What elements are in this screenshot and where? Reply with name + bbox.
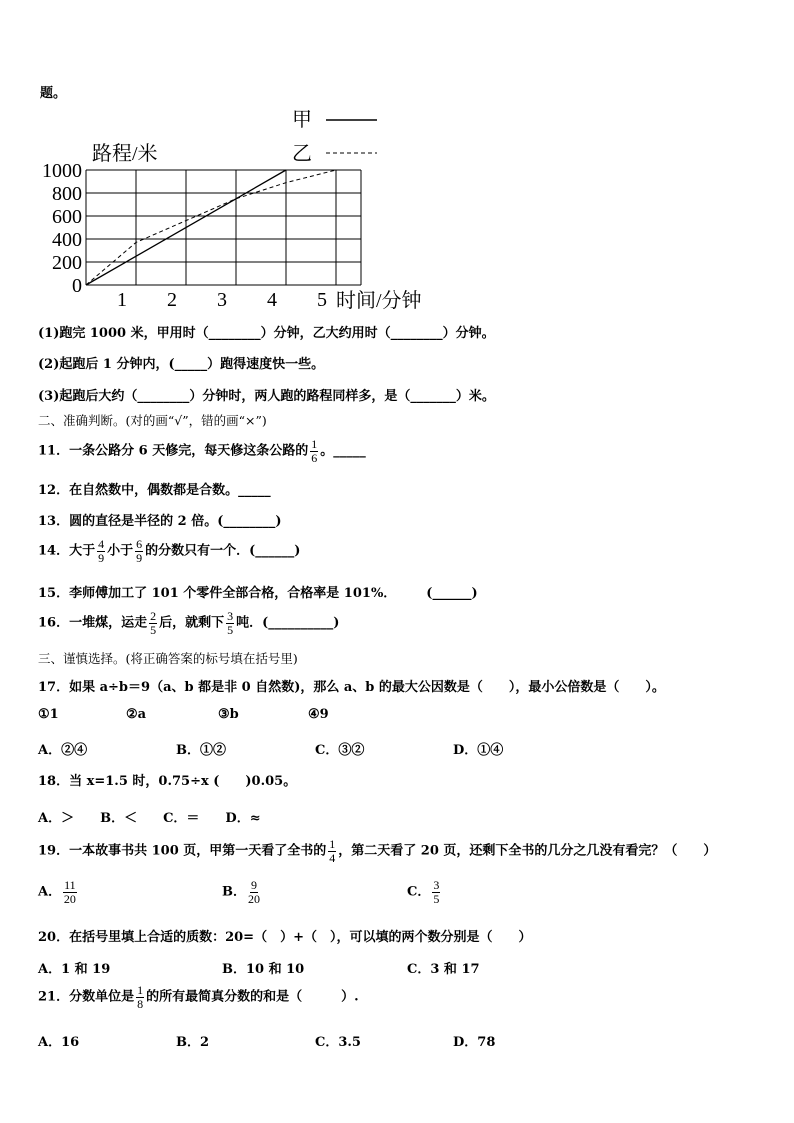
y-tick-label: 400 — [52, 229, 82, 251]
q20-option-c: C．3 和 17 — [407, 962, 480, 977]
q18-options: A．＞ B．＜ C．＝ D．≈ — [38, 811, 261, 826]
question-16: 16．一堆煤，运走 $\frac{2}{5}$ 后，就剩下 $\frac{3}{5}$ 吨．(__________) — [38, 609, 340, 637]
y-axis-title: 路程/米 — [92, 143, 158, 165]
q17-option-d: D．①④ — [453, 743, 504, 758]
series-yi-line — [86, 170, 336, 285]
question-18: 18．当 x=1.5 时，0.75÷x ( )0.05。 — [38, 774, 297, 789]
q17-item-1: ①1 — [38, 707, 59, 722]
question-17: 17．如果 a÷b＝9（a、b 都是非 0 自然数)，那么 a、b 的最大公因数是（ ），最小公倍数是（ ）。 — [38, 680, 665, 695]
chart-ticks — [42, 160, 327, 311]
q17-item-2: ②a — [126, 707, 147, 722]
legend-yi-label: 乙 — [292, 143, 312, 165]
question-11: 11．一条公路分 6 天修完，每天修这条公路的 $\frac{1}{6}$ 。_____ — [38, 437, 366, 465]
question-13: 13．圆的直径是半径的 2 倍。(________) — [38, 514, 282, 529]
q20-option-b: B．10 和 10 — [222, 962, 305, 977]
q17-item-4: ④9 — [308, 707, 329, 722]
top-fragment: 题。 — [40, 86, 67, 101]
q19-option-c: C． $\frac{3}{5}$ — [407, 878, 440, 906]
q21-option-c: C．3.5 — [315, 1035, 361, 1050]
q21-option-a: A．16 — [38, 1035, 80, 1050]
q20-option-a: A．1 和 19 — [38, 962, 111, 977]
q19-option-a: A． $\frac{11}{20}$ — [38, 878, 76, 906]
q17-option-c: C．③② — [315, 743, 365, 758]
y-tick-label: 0 — [72, 275, 82, 297]
section-2-heading: 二、准确判断。(对的画“√”，错的画“×”) — [38, 413, 267, 428]
chart-legend — [292, 109, 377, 165]
q21-option-b: B．2 — [176, 1035, 210, 1050]
q21-option-d: D．78 — [453, 1035, 496, 1050]
section-3-heading: 三、谨慎选择。(将正确答案的标号填在括号里) — [38, 651, 298, 666]
question-14: 14．大于 $\frac{4}{9}$ 小于 $\frac{6}{9}$ 的分数只有一个．(______) — [38, 537, 301, 565]
y-tick-label: 800 — [52, 183, 82, 205]
q17-item-3: ③b — [218, 707, 239, 722]
x-tick-label: 3 — [217, 289, 227, 311]
question-19: 19．一本故事书共 100 页，甲第一天看了全书的 $\frac{1}{4}$ ，第二天看了 20 页，还剩下全书的几分之几没有看完？（ ） — [38, 837, 717, 865]
fraction: $\frac{1}{6}$ — [311, 437, 318, 465]
q19-option-b: B． $\frac{9}{20}$ — [222, 878, 260, 906]
x-tick-label: 5 — [317, 289, 327, 311]
question-20: 20．在括号里填上合适的质数：20=（ ）+（ ），可以填的两个数分别是（ ） — [38, 930, 532, 945]
y-tick-label: 1000 — [42, 160, 82, 182]
x-axis-title: 时间/分钟 — [336, 290, 422, 312]
question-12: 12．在自然数中，偶数都是合数。_____ — [38, 483, 271, 498]
distance-time-chart — [0, 0, 794, 320]
chart-lines — [86, 170, 336, 285]
question-15: 15．李师傅加工了 101 个零件全部合格，合格率是 101%． (______) — [38, 586, 478, 601]
q17-option-b: B．①② — [176, 743, 226, 758]
q17-option-a: A．②④ — [38, 743, 88, 758]
chart-grid — [86, 170, 361, 285]
legend-jia-label: 甲 — [292, 109, 312, 131]
y-tick-label: 200 — [52, 252, 82, 274]
x-tick-label: 2 — [167, 289, 177, 311]
graph-question-3: (3)起跑后大约（________）分钟时，两人跑的路程同样多，是（_______）米。 — [38, 389, 495, 404]
x-tick-label: 1 — [117, 289, 127, 311]
x-tick-label: 4 — [267, 289, 277, 311]
graph-question-1: (1)跑完 1000 米，甲用时（________）分钟，乙大约用时（________）分钟。 — [38, 326, 495, 341]
graph-question-2: (2)起跑后 1 分钟内，(_____）跑得速度快一些。 — [38, 357, 325, 372]
y-tick-label: 600 — [52, 206, 82, 228]
question-21: 21．分数单位是 $\frac{1}{8}$ 的所有最简真分数的和是（ ）. — [38, 983, 359, 1011]
